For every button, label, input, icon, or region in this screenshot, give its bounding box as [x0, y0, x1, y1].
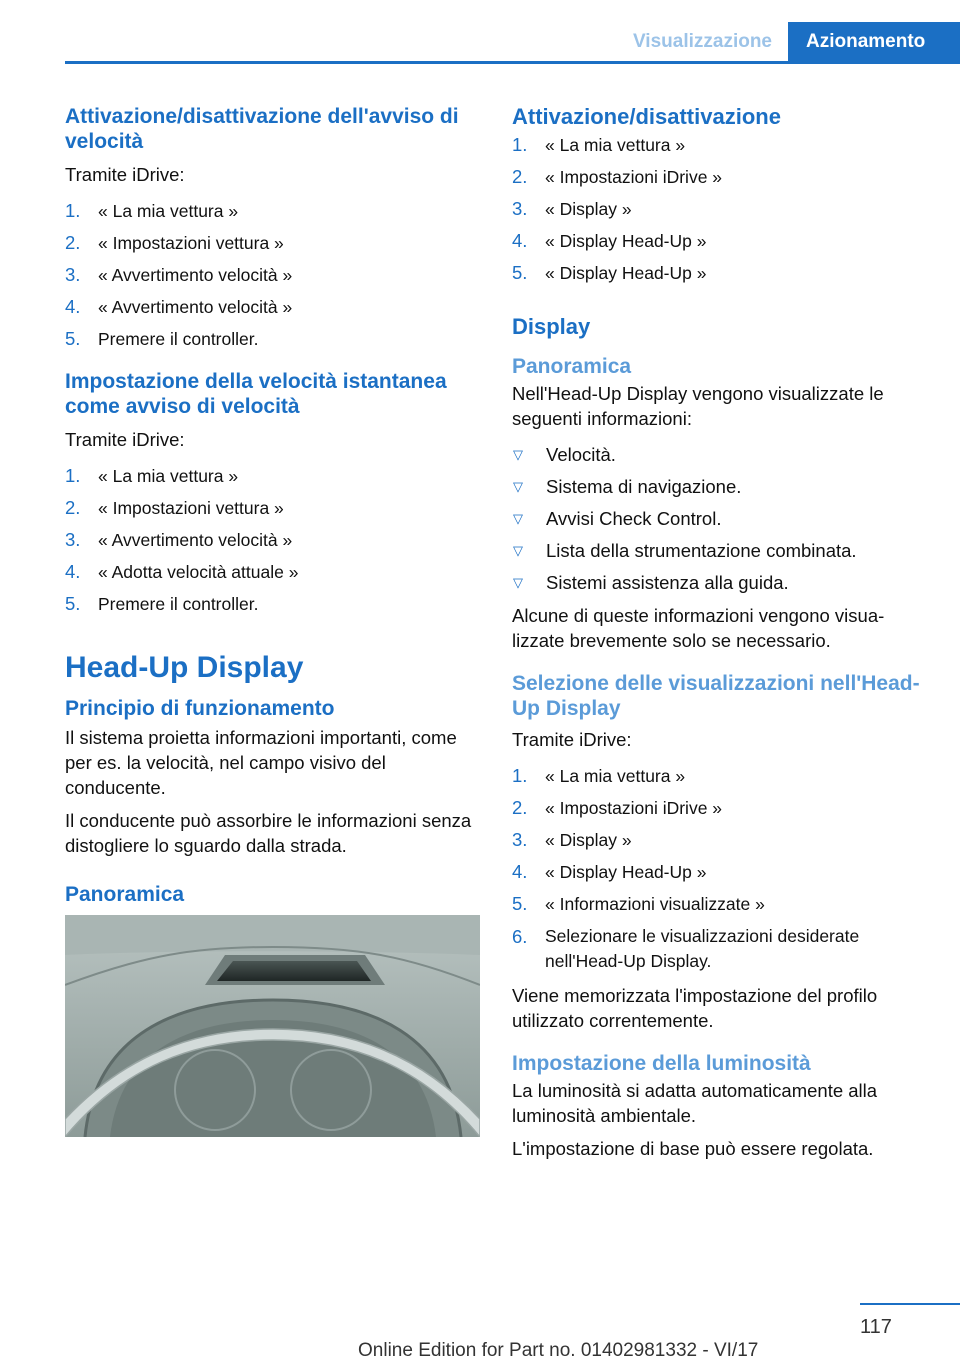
list-item — [65, 588, 483, 620]
step-number: 3. — [512, 198, 528, 219]
list-item — [512, 824, 922, 856]
paragraph: Tramite iDrive: — [65, 429, 185, 450]
paragraph: L'impostazione di base può essere regolata. — [512, 1138, 874, 1159]
section-title: Attivazione/disattivazione dell'avviso di velocità — [65, 105, 459, 153]
step-number: 1. — [65, 200, 81, 221]
paragraph: Viene memorizzata l'impostazione del profilo utilizzato correntemente. — [512, 985, 878, 1031]
step-number: 6. — [512, 926, 528, 947]
page-number: 117 — [860, 1316, 892, 1338]
list-item — [512, 129, 922, 161]
step-text: « La mia vettura » — [545, 135, 686, 155]
step-text: « Display Head-Up » — [545, 263, 707, 283]
list-item — [512, 760, 922, 792]
list-item — [512, 535, 922, 567]
list-item — [65, 524, 483, 556]
step-number: 4. — [65, 296, 81, 317]
chapter-title: Head-Up Display — [65, 651, 304, 684]
header-rule — [65, 61, 960, 64]
tab-visualizzazione[interactable]: Visualizzazione — [632, 31, 772, 52]
list-item — [65, 323, 483, 355]
list-item — [512, 792, 922, 824]
subsection-title: Selezione delle visualizzazioni nell'Head-Up Display — [512, 672, 920, 720]
list-item — [512, 439, 922, 471]
step-number: 5. — [65, 593, 81, 614]
list-item — [512, 471, 922, 503]
section-title: Display — [512, 314, 591, 339]
step-text: « Display Head-Up » — [545, 231, 707, 251]
step-text: « Impostazioni iDrive » — [545, 798, 723, 818]
step-text: « Display » — [545, 830, 632, 850]
list-item — [512, 257, 922, 289]
list-item — [65, 259, 483, 291]
section-title: Panoramica — [65, 883, 185, 906]
list-item — [512, 856, 922, 888]
left-column — [65, 104, 483, 1137]
bullet-list — [512, 439, 922, 599]
step-text: « Adotta velocità attuale » — [98, 562, 299, 582]
list-item — [65, 492, 483, 524]
list-item — [512, 193, 922, 225]
step-number: 3. — [65, 529, 81, 550]
triangle-down-icon: ▽ — [513, 479, 523, 494]
list-item — [512, 161, 922, 193]
paragraph: Il conducente può assorbire le informazioni senza distogliere lo sguardo dalla strada. — [65, 810, 472, 856]
step-text: Premere il controller. — [98, 329, 259, 349]
step-number: 3. — [65, 264, 81, 285]
right-column — [512, 104, 922, 1169]
steps-list — [65, 195, 483, 355]
edition-note: Online Edition for Part no. 01402981332 - VI/17 — [358, 1340, 759, 1361]
triangle-down-icon: ▽ — [513, 543, 523, 558]
list-item — [512, 567, 922, 599]
paragraph: La luminosità si adatta automaticamente alla luminosità ambientale. — [512, 1080, 878, 1126]
list-item — [512, 503, 922, 535]
list-item — [65, 291, 483, 323]
step-number: 4. — [65, 561, 81, 582]
step-text: « La mia vettura » — [545, 766, 686, 786]
step-text: « Impostazioni vettura » — [98, 498, 284, 518]
subsection-title: Impostazione della luminosità — [512, 1052, 811, 1075]
paragraph: Il sistema proietta informazioni importanti, come per es. la velocità, nel campo visivo del conducente. — [65, 727, 457, 798]
header-tabs — [613, 22, 960, 62]
step-text: Selezionare le visualizzazioni desiderate nell'Head-Up Display. — [545, 926, 860, 971]
step-number: 3. — [512, 829, 528, 850]
steps-list — [65, 460, 483, 620]
footer-rule — [860, 1303, 960, 1305]
list-item — [65, 195, 483, 227]
list-item — [512, 888, 922, 920]
list-item — [512, 920, 922, 977]
bullet-text: Sistemi assistenza alla guida. — [546, 572, 789, 593]
dashboard-illustration — [65, 915, 480, 1137]
list-item — [512, 225, 922, 257]
paragraph: Alcune di queste informazioni vengono visua-lizzate brevemente solo se necessario. — [512, 605, 885, 651]
section-title: Principio di funzionamento — [65, 697, 335, 720]
triangle-down-icon: ▽ — [513, 447, 523, 462]
step-text: « Impostazioni vettura » — [98, 233, 284, 253]
paragraph: Tramite iDrive: — [65, 164, 185, 185]
step-number: 2. — [65, 497, 81, 518]
section-title: Impostazione della velocità istantanea come avviso di velocità — [65, 370, 447, 418]
step-text: « Display Head-Up » — [545, 862, 707, 882]
step-number: 5. — [512, 262, 528, 283]
head-up-display-illustration — [65, 915, 480, 1137]
step-number: 4. — [512, 861, 528, 882]
step-text: Premere il controller. — [98, 594, 259, 614]
step-number: 2. — [512, 797, 528, 818]
step-number: 2. — [512, 166, 528, 187]
subsection-title: Panoramica — [512, 355, 632, 378]
bullet-text: Avvisi Check Control. — [546, 508, 722, 529]
tab-azionamento[interactable]: Azionamento — [788, 22, 960, 62]
step-number: 5. — [512, 893, 528, 914]
step-number: 1. — [512, 134, 528, 155]
step-text: « Avvertimento velocità » — [98, 297, 293, 317]
step-text: « Avvertimento velocità » — [98, 265, 293, 285]
step-text: « Display » — [545, 199, 632, 219]
bullet-text: Lista della strumentazione combinata. — [546, 540, 857, 561]
list-item — [65, 556, 483, 588]
step-number: 5. — [65, 328, 81, 349]
step-number: 1. — [65, 465, 81, 486]
list-item — [65, 227, 483, 259]
steps-list — [512, 129, 922, 289]
paragraph: Nell'Head-Up Display vengono visualizzate le seguenti informazioni: — [512, 383, 884, 429]
list-item — [65, 460, 483, 492]
bullet-text: Sistema di navigazione. — [546, 476, 742, 497]
step-number: 4. — [512, 230, 528, 251]
steps-list — [512, 760, 922, 977]
step-number: 2. — [65, 232, 81, 253]
step-text: « Avvertimento velocità » — [98, 530, 293, 550]
triangle-down-icon: ▽ — [513, 511, 523, 526]
step-number: 1. — [512, 765, 528, 786]
bullet-text: Velocità. — [546, 444, 616, 465]
step-text: « La mia vettura » — [98, 201, 239, 221]
paragraph: Tramite iDrive: — [512, 729, 632, 750]
step-text: « La mia vettura » — [98, 466, 239, 486]
triangle-down-icon: ▽ — [513, 575, 523, 590]
step-text: « Informazioni visualizzate » — [545, 894, 765, 914]
step-text: « Impostazioni iDrive » — [545, 167, 723, 187]
section-title: Attivazione/disattivazione — [512, 104, 781, 129]
